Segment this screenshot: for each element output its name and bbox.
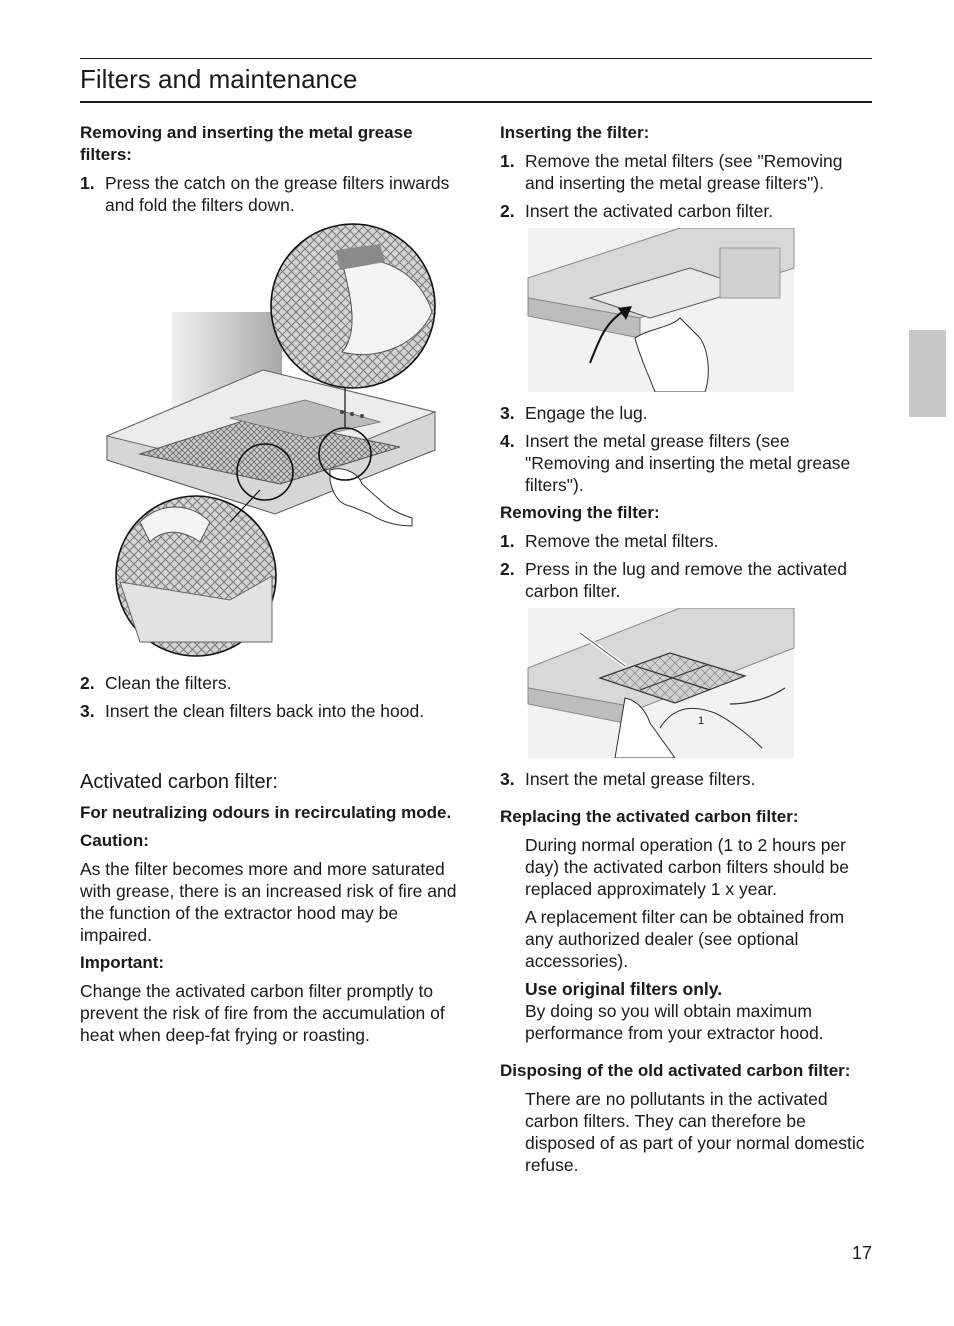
hood-illustration-svg — [80, 222, 460, 662]
removing-heading: Removing the filter: — [500, 503, 660, 522]
left-column — [80, 122, 460, 1052]
inserting-steps-b — [500, 402, 872, 496]
steps-1 — [80, 172, 460, 216]
inserting-steps-a — [500, 150, 872, 222]
hood-illustration — [80, 222, 460, 662]
list-item: 1. Remove the metal filters. — [500, 531, 719, 551]
insert-filter-illustration — [500, 228, 872, 392]
remove-heading: Removing and inserting the metal grease filters: — [80, 123, 413, 164]
page-number: 17 — [852, 1243, 873, 1263]
list-item: 2. Insert the activated carbon filter. — [500, 201, 774, 221]
caution-text: As the filter becomes more and more saturated with grease, there is an increased risk of fire and the function of the extractor hood may be impaired. — [80, 859, 457, 945]
replacing-heading: Replacing the activated carbon filter: — [500, 807, 799, 826]
disposing-heading: Disposing of the old activated carbon filter: — [500, 1061, 851, 1080]
list-item: 4. Insert the metal grease filters (see "Removing and inserting the metal grease filters"). — [500, 431, 851, 495]
original-filters-text: By doing so you will obtain maximum performance from your extractor hood. — [525, 1001, 824, 1043]
steps-2 — [80, 672, 460, 722]
side-thumb-tab — [909, 330, 946, 417]
list-item: 3. Insert the clean filters back into the hood. — [80, 701, 425, 721]
neutralizing-heading: For neutralizing odours in recirculating mode. — [80, 803, 452, 822]
insert-filter-svg — [500, 228, 800, 392]
removing-steps-b — [500, 768, 872, 790]
removing-steps-a — [500, 530, 872, 602]
figure-label-1: 1 — [698, 715, 705, 727]
right-column — [500, 122, 872, 1182]
disposing-text: There are no pollutants in the activated carbon filters. They can therefore be disposed of as part of your normal domestic refuse. — [525, 1089, 865, 1175]
inserting-heading: Inserting the filter: — [500, 123, 650, 142]
header-rule-top — [80, 58, 872, 59]
list-item: 3. Insert the metal grease filters. — [500, 769, 756, 789]
carbon-filter-heading: Activated carbon filter: — [80, 771, 278, 793]
list-item: 2. Clean the filters. — [80, 673, 232, 693]
page-title: Filters and maintenance — [80, 64, 358, 94]
important-label: Important: — [80, 953, 165, 972]
remove-filter-svg — [500, 608, 800, 758]
original-filters-note — [500, 978, 872, 1044]
list-item: 1. Remove the metal filters (see "Removing and inserting the metal grease filters"). — [500, 151, 843, 193]
original-filters-bold: Use original filters only. — [525, 979, 723, 999]
remove-filter-illustration — [500, 608, 872, 758]
important-text: Change the activated carbon filter promptly to prevent the risk of fire from the accumulation of heat when deep-fat frying or roasting. — [80, 981, 445, 1045]
list-item: 1. Press the catch on the grease filters inwards and fold the filters down. — [80, 173, 450, 215]
list-item: 3. Engage the lug. — [500, 403, 648, 423]
replacing-paragraph-2: A replacement filter can be obtained from any authorized dealer (see optional accessories). — [525, 907, 845, 971]
header-rule-bottom — [80, 101, 872, 103]
replacing-paragraph-1: During normal operation (1 to 2 hours per day) the activated carbon filters should be replaced approximately 1 x year. — [525, 835, 849, 899]
list-item: 2. Press in the lug and remove the activated carbon filter. — [500, 559, 847, 601]
caution-label: Caution: — [80, 831, 149, 850]
